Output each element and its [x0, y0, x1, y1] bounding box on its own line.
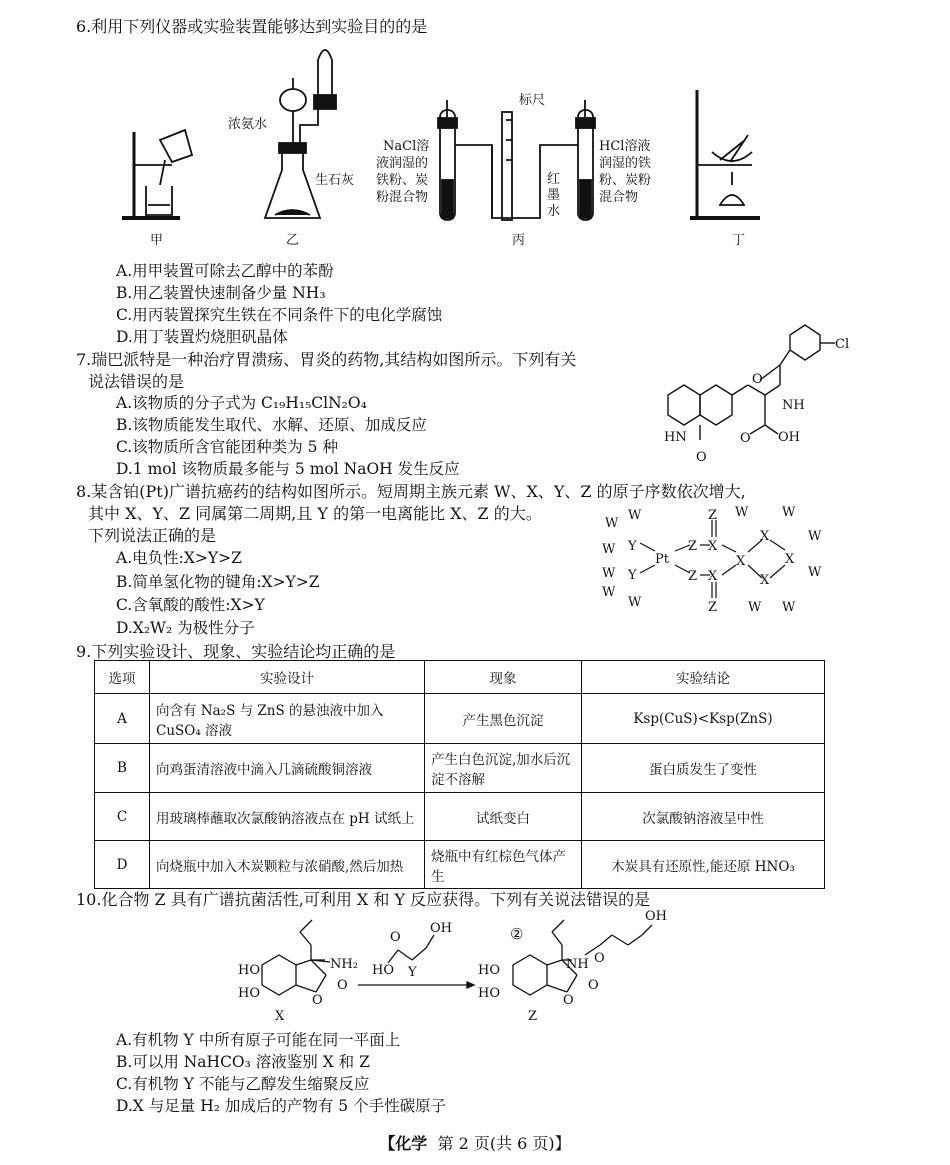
q8-option-c: C.含氧酸的酸性:X>Y: [116, 596, 265, 614]
q8-option-d: D.X₂W₂ 为极性分子: [116, 619, 255, 637]
q8-x-1: X: [708, 539, 718, 554]
q7-cl: Cl: [835, 337, 850, 352]
apparatus-yi: 乙: [286, 233, 300, 248]
cell-phenomenon: 产生黑色沉淀: [425, 694, 582, 744]
cell-design: 向鸡蛋清溶液中滴入几滴硫酸铜溶液: [150, 744, 425, 793]
q10-z-o-ring: O: [563, 993, 574, 1008]
q8-z-3: Z: [708, 508, 718, 523]
cell-design: 向含有 Na₂S 与 ZnS 的悬浊液中加入 CuSO₄ 溶液: [150, 694, 425, 744]
q8-x-2: X: [708, 569, 718, 584]
cell-option: A: [95, 694, 150, 744]
label-nacl-4: 粉混合物: [376, 190, 429, 205]
apparatus-ding: 丁: [732, 233, 746, 248]
q10-z-o-co: O: [588, 978, 599, 993]
page-footer: [0, 1131, 950, 1154]
label-ink-3: 水: [547, 204, 561, 219]
q10-option-c: C.有机物 Y 不能与乙醇发生缩聚反应: [116, 1075, 370, 1093]
q8-y-1: Y: [628, 539, 637, 554]
label-hcl-2: 润湿的铁: [599, 156, 652, 171]
cell-phenomenon: 烧瓶中有红棕色气体产生: [425, 841, 582, 889]
q7-stem-2: 说法错误的是: [88, 372, 185, 391]
q8-w-11: W: [748, 600, 762, 615]
q10-option-b: B.可以用 NaHCO₃ 溶液鉴别 X 和 Z: [116, 1053, 370, 1071]
cell-design: 用玻璃棒蘸取次氯酸钠溶液点在 pH 试纸上: [150, 793, 425, 841]
q10-z-oh: OH: [645, 909, 667, 924]
q10-option-a: A.有机物 Y 中所有原子可能在同一平面上: [116, 1031, 401, 1049]
q8-w-10: W: [808, 565, 822, 580]
q10-x-ho1: HO: [238, 963, 260, 978]
col-phenomenon: 现象: [425, 661, 582, 694]
cell-conclusion: 木炭具有还原性,能还原 HNO₃: [582, 841, 825, 889]
cell-option: C: [95, 793, 150, 841]
q7-option-b: B.该物质能发生取代、水解、还原、加成反应: [116, 416, 427, 434]
label-nacl-2: 液润湿的: [376, 156, 429, 171]
label-ink-2: 墨: [547, 188, 561, 203]
label-ammonia: 浓氨水: [228, 117, 268, 132]
q10-x-o-ring: O: [312, 993, 323, 1008]
q7-option-c: C.该物质所含官能团种类为 5 种: [116, 438, 338, 456]
q8-y-2: Y: [628, 568, 637, 583]
q6-option-b: B.用乙装置快速制备少量 NH₃: [116, 284, 326, 302]
col-option: 选项: [95, 661, 150, 694]
col-design: 实验设计: [150, 661, 425, 694]
apparatus-jia: 甲: [150, 233, 164, 248]
q10-x-label: X: [275, 1009, 285, 1024]
cell-phenomenon: 试纸变白: [425, 793, 582, 841]
q7-option-d: D.1 mol 该物质最多能与 5 mol NaOH 发生反应: [116, 460, 460, 478]
label-hcl-1: HCl溶液: [599, 139, 651, 154]
label-nacl-3: 铁粉、炭: [376, 173, 429, 188]
cell-option: D: [95, 841, 150, 889]
q9-stem: 9.下列实验设计、现象、实验结论均正确的是: [76, 642, 396, 661]
q8-x-5: X: [760, 573, 770, 588]
label-lime: 生石灰: [315, 173, 355, 188]
q10-option-d: D.X 与足量 H₂ 加成后的产物有 5 个手性碳原子: [116, 1097, 447, 1115]
q6-stem: 6.利用下列仪器或实验装置能够达到实验目的的是: [76, 17, 428, 36]
cell-conclusion: Ksp(CuS)<Ksp(ZnS): [582, 694, 825, 744]
apparatus-bing: 丙: [512, 233, 526, 248]
q8-z-1: Z: [688, 539, 698, 554]
q10-x-ho2: HO: [238, 986, 260, 1001]
q8-z-4: Z: [708, 600, 718, 615]
q10-z-label: Z: [528, 1009, 538, 1024]
q8-stem-2: 其中 X、Y、Z 同属第二周期,且 Y 的第一电离能比 X、Z 的大。: [88, 504, 542, 523]
label-ink-1: 红: [547, 172, 561, 187]
label-hcl-4: 混合物: [599, 190, 639, 205]
q10-y-oh: OH: [430, 921, 452, 936]
q8-x-4: X: [760, 529, 770, 544]
q8-w-12: W: [782, 600, 796, 615]
q8-w-1: W: [628, 508, 642, 523]
q8-w-9: W: [808, 529, 822, 544]
q8-w-4: W: [602, 566, 616, 581]
q7-o2: O: [696, 450, 707, 465]
q7-stem-1: 7.瑞巴派特是一种治疗胃溃疡、胃炎的药物,其结构如图所示。下列有关: [76, 350, 577, 369]
q10-z-nh: NH: [566, 957, 589, 972]
q8-w-6: W: [628, 595, 642, 610]
label-ruler: 标尺: [519, 93, 546, 108]
label-nacl-1: NaCl溶: [383, 139, 430, 154]
q10-y-o: O: [390, 930, 401, 945]
q8-w-5: W: [602, 585, 616, 600]
cell-conclusion: 次氯酸钠溶液呈中性: [582, 793, 825, 841]
q10-z-o: O: [594, 951, 605, 966]
q8-option-a: A.电负性:X>Y>Z: [116, 549, 242, 567]
cell-design: 向烧瓶中加入木炭颗粒与浓硝酸,然后加热: [150, 841, 425, 889]
q7-hn: HN: [664, 430, 687, 445]
q6-option-c: C.用丙装置探究生铁在不同条件下的电化学腐蚀: [116, 306, 443, 324]
cell-phenomenon: 产生白色沉淀,加水后沉淀不溶解: [425, 744, 582, 793]
q10-y-label: Y: [408, 965, 417, 980]
q8-w-3: W: [602, 542, 616, 557]
q6-option-a: A.用甲装置可除去乙醇中的苯酚: [116, 262, 334, 280]
col-conclusion: 实验结论: [582, 661, 825, 694]
q8-w-7: W: [735, 505, 749, 520]
q10-z-ho1: HO: [478, 963, 500, 978]
cell-conclusion: 蛋白质发生了变性: [582, 744, 825, 793]
q8-x-3: X: [736, 554, 746, 569]
q10-circled-2: ②: [510, 925, 524, 943]
q7-oh: OH: [778, 430, 800, 445]
q10-z-ho2: HO: [478, 986, 500, 1001]
q7-o3: O: [740, 431, 751, 446]
q8-stem-3: 下列说法正确的是: [88, 526, 217, 545]
label-hcl-3: 粉、炭粉: [599, 173, 652, 188]
q8-w-2: W: [605, 516, 619, 531]
q8-option-b: B.简单氢化物的键角:X>Y>Z: [116, 573, 320, 591]
q10-x-nh2: NH₂: [330, 957, 358, 972]
q10-x-o-co: O: [337, 978, 348, 993]
q8-x-6: X: [785, 552, 795, 567]
q7-o1: O: [752, 372, 763, 387]
q10-stem: 10.化合物 Z 具有广谱抗菌活性,可利用 X 和 Y 反应获得。下列有关说法错误的是: [76, 890, 651, 909]
q10-y-ho: HO: [372, 963, 394, 978]
q6-option-d: D.用丁装置灼烧胆矾晶体: [116, 328, 288, 346]
q8-z-2: Z: [688, 569, 698, 584]
cell-option: B: [95, 744, 150, 793]
q8-stem-1: 8.某含铂(Pt)广谱抗癌药的结构如图所示。短周期主族元素 W、X、Y、Z 的原子序数依次增大,: [76, 482, 746, 501]
q8-pt: Pt: [655, 552, 669, 567]
q7-nh: NH: [782, 398, 805, 413]
footer-subject: 【化学: [379, 1134, 428, 1153]
footer-page: 第 2 页(共 6 页)】: [437, 1134, 571, 1153]
q7-option-a: A.该物质的分子式为 C₁₉H₁₅ClN₂O₄: [116, 394, 367, 412]
q8-w-8: W: [782, 505, 796, 520]
